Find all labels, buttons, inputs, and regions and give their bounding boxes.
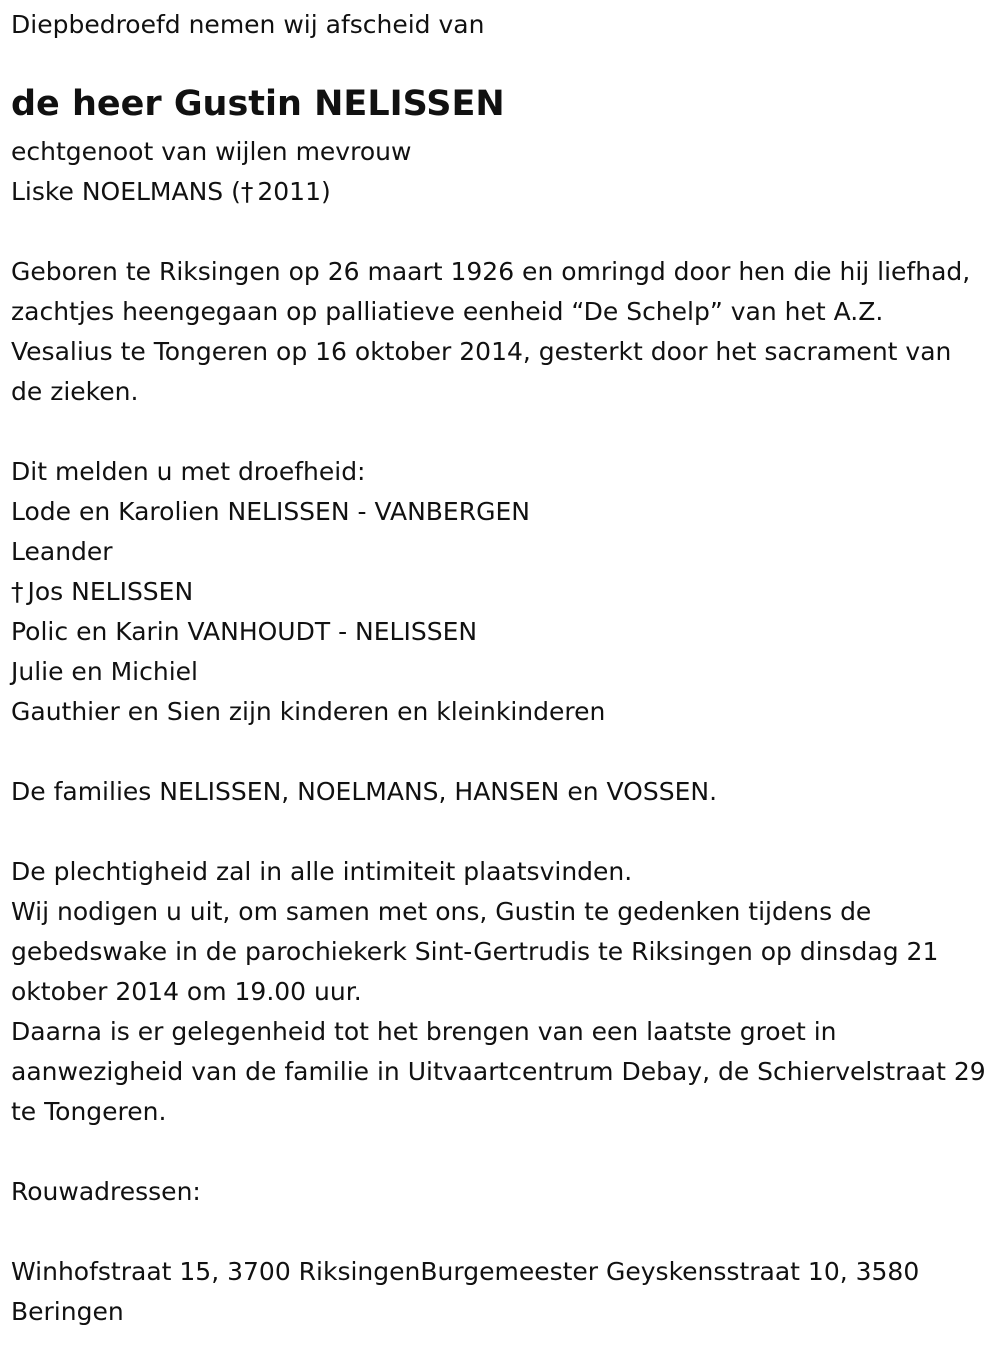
family-line: Leander xyxy=(11,537,113,566)
ceremony-line: De plechtigheid zal in alle intimiteit plaatsvinden. xyxy=(11,857,633,886)
birth-death-paragraph: Geboren te Riksingen op 26 maart 1926 en omringd door hen die hij liefhad, zachtjes heengegaan op palliatieve eenheid “De Schelp” van het A.Z. Vesalius te Tongeren op 16 oktober 2014, gesterkt door het sacrament van de zieken. xyxy=(11,257,971,406)
spouse-name-line xyxy=(11,172,989,212)
addresses-heading: Rouwadressen: xyxy=(11,1177,201,1206)
wake-paragraph: Wij nodigen u uit, om samen met ons, Gustin te gedenken tijdens de gebedswake in de parochiekerk Sint-Gertrudis te Riksingen op dinsdag 21 oktober 2014 om 19.00 uur. xyxy=(11,897,939,1006)
announce-heading: Dit melden u met droefheid: xyxy=(11,457,366,486)
cross-icon: † xyxy=(11,577,24,606)
families-line: De families NELISSEN, NOELMANS, HANSEN en VOSSEN. xyxy=(11,777,718,806)
family-line: Julie en Michiel xyxy=(11,657,198,686)
intro-text: Diepbedroefd nemen wij afscheid van xyxy=(11,10,485,39)
family-member-name: Jos NELISSEN xyxy=(27,577,194,606)
spouse-death-year: 2011) xyxy=(257,177,331,206)
family-line-deceased xyxy=(11,572,989,612)
farewell-paragraph: Daarna is er gelegenheid tot het brengen van een laatste groet in aanwezigheid van de familie in Uitvaartcentrum Debay, de Schiervelstraat 29 te Tongeren. xyxy=(11,1017,986,1126)
spouse-line: echtgenoot van wijlen mevrouw xyxy=(11,137,412,166)
cross-icon: † xyxy=(240,177,254,206)
addresses-text: Winhofstraat 15, 3700 RiksingenBurgemeester Geyskensstraat 10, 3580 Beringen xyxy=(11,1257,920,1326)
family-line: Lode en Karolien NELISSEN - VANBERGEN xyxy=(11,497,530,526)
spouse-name: Liske NOELMANS ( xyxy=(11,177,241,206)
deceased-name: de heer Gustin NELISSEN xyxy=(11,84,505,124)
family-line: Polic en Karin VANHOUDT - NELISSEN xyxy=(11,617,478,646)
family-line: Gauthier en Sien zijn kinderen en kleinkinderen xyxy=(11,697,606,726)
